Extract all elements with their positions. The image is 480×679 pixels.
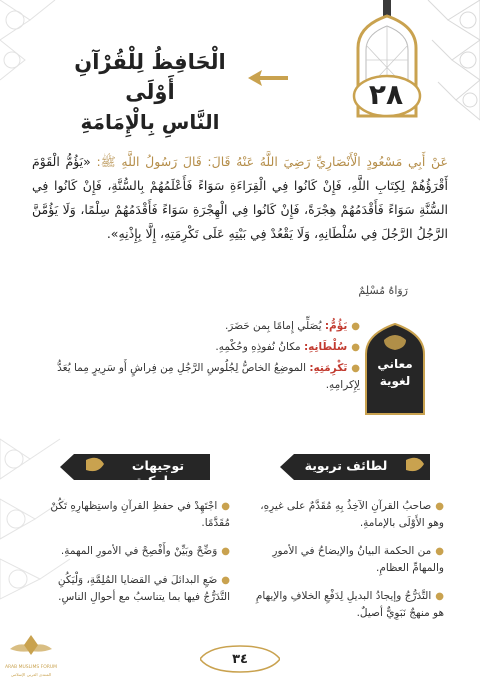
educational-section-header: لطائف تربوية <box>280 452 430 482</box>
bullet-icon: ● <box>221 546 230 557</box>
list-item: ●اجْتَهِدْ في حفظِ القرآنِ واستِظهارِهِ تَكُنْ مُقَدَّمًا. <box>50 500 230 529</box>
vocab-item: ●تَكْرِمَتِهِ: الموضِعُ الخاصُّ لِجُلُوسِ الرَّجُلِ مِن فِراشٍ أَو سَرِيرٍ مِما يُعَدُّ لِإِكرامِهِ. <box>57 362 360 391</box>
lesson-number: ٢٨ <box>368 77 404 111</box>
bullet-icon: ● <box>221 575 230 586</box>
behavioral-list <box>30 498 230 617</box>
vocab-item: ●سُلْطَانِهِ: مكانُ نُفوذِهِ وحُكْمِهِ. <box>215 341 360 353</box>
logo-subtext: المنتدى العربي الإسلامي <box>10 672 52 677</box>
hadith-body: «يَؤُمُّ الْقَوْمَ أَقْرَؤُهُمْ لِكِتَابِ اللَّهِ، فَإِنْ كَانُوا فِي الْقِرَاءَةِ سَوَاءً فَأَعْلَمُهُمْ بِالسُّنَّةِ، فَإِنْ كَانُوا فِي السُّنَّةِ سَوَاءً فَأَقْدَمُهُمْ هِجْرَةً، فَإِنْ كَانُوا فِي الْهِجْرَةِ سَوَاءً فَأَقْدَمُهُمْ سِلْمًا، وَلَا يَؤُمَّنَّ الرَّجُلُ الرَّجُلَ فِي سُلْطَانِهِ، وَلَا يَقْعُدْ فِي بَيْتِهِ عَلَى تَكْرِمَتِهِ، إِلَّا بِإِذْنِهِ». <box>32 154 448 241</box>
page-number: ٣٤ <box>232 651 248 667</box>
hadith-text <box>32 150 448 246</box>
bullet-icon: ● <box>351 363 360 374</box>
hadith-source: رَوَاهُ مُسْلِمٌ <box>358 284 408 297</box>
list-item: ●صاحبُ القرآنِ الآخِذُ بِهِ مُقَدَّمٌ على غيرِهِ، وهو الأَوْلَى بالإمامةِ. <box>260 500 444 529</box>
title-line-1: الْحَافِظُ لِلْقُرْآنِ أَوْلَى <box>74 50 226 105</box>
hadith-narration: عَنْ أَبِي مَسْعُودٍ الْأَنْصَارِيِّ رَضِيَ اللَّهُ عَنْهُ قَالَ: قَالَ رَسُولُ اللَّهِ ﷺ: <box>96 154 448 169</box>
bullet-icon: ● <box>435 546 444 557</box>
behavioral-section-header: توجيهات سلوكية <box>60 452 210 482</box>
vocabulary-label: معاني لغوية <box>377 357 413 388</box>
title-line-2: النَّاسِ بِالْإِمَامَةِ <box>80 109 220 134</box>
list-item: ●التَّدَرُّجُ وإيجادُ البديلِ لِدَفْعِ الخلافِ والإيهامِ هو منهجٌ نَبَوِيٌّ أصيلٌ. <box>255 590 444 619</box>
vocabulary-list <box>30 318 360 422</box>
list-item: ●من الحكمة البيانُ والإيضاحُ في الأمورِ والمهامِّ العظامِ. <box>272 545 444 574</box>
bullet-icon: ● <box>435 591 444 602</box>
bullet-icon: ● <box>351 321 360 332</box>
list-item: ●ضَعِ البدائلَ في القضايا المُلِمَّةِ، وَلْيَكُنِ التَّدَرُّجُ فيها بما يتناسبُ مع أحوالِ الناسِ. <box>57 574 230 603</box>
bullet-icon: ● <box>351 342 360 353</box>
vocab-item: ●يَؤُمُّ: يُصَلِّي إِمامًا بِمن حَضَرَ. <box>224 320 360 332</box>
lesson-title <box>60 47 240 137</box>
bullet-icon: ● <box>435 501 444 512</box>
list-item: ●وَضِّحْ وبَيِّنْ وأَفْصِحْ في الأمورِ المهمةِ. <box>60 545 230 557</box>
bullet-icon: ● <box>221 501 230 512</box>
logo-text: ARAB MUSLIMS FORUM <box>4 665 58 670</box>
arrow-pointer-icon <box>248 70 288 86</box>
educational-list <box>244 498 444 633</box>
